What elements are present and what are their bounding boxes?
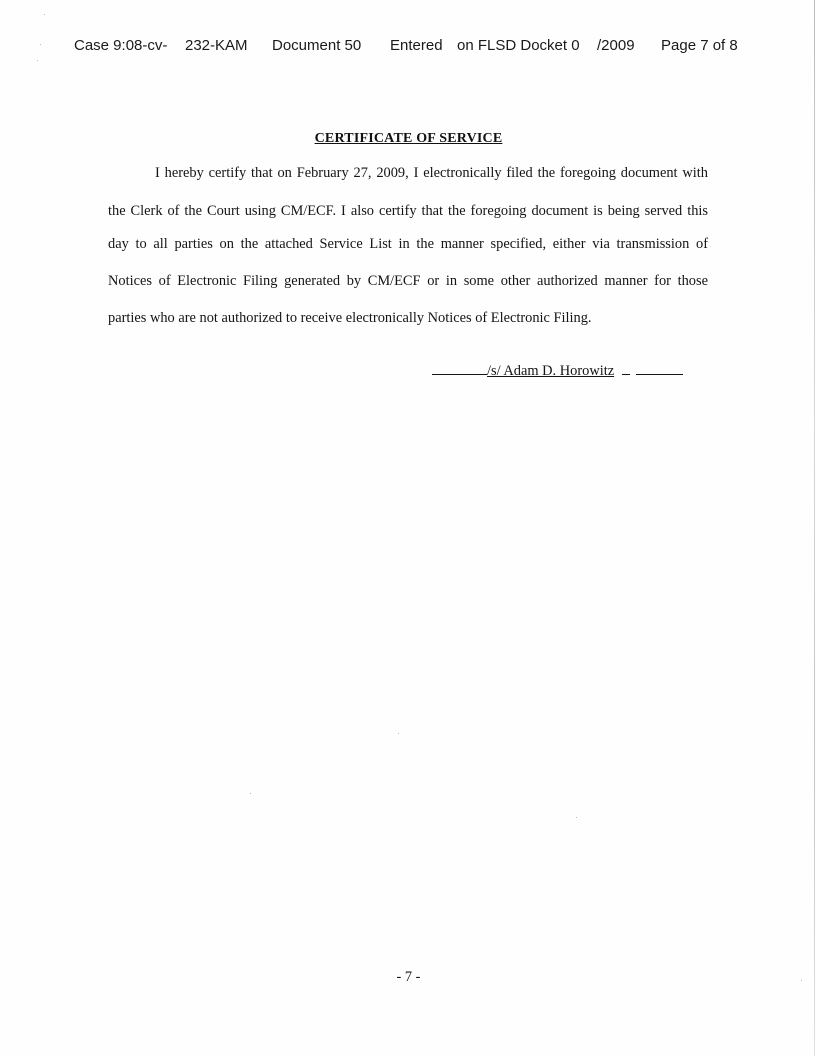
header-case-label: Case 9:08-cv- [74, 37, 168, 54]
certificate-line: day to all parties on the attached Service List in the manner specified, either via transmission of [108, 236, 708, 252]
certificate-line: I hereby certify that on February 27, 2009, I electronically filed the foregoing document with [155, 165, 708, 181]
signature-block [432, 361, 686, 380]
scan-speck [44, 14, 45, 15]
signature-trailing-rule [636, 361, 676, 375]
certificate-line: the Clerk of the Court using CM/ECF. I also certify that the foregoing document is being served this [108, 203, 708, 219]
certificate-line: Notices of Electronic Filing generated by CM/ECF or in some other authorized manner for those [108, 273, 708, 289]
certificate-title: CERTIFICATE OF SERVICE [314, 131, 503, 146]
scan-edge [814, 0, 815, 1056]
scan-speck [250, 793, 251, 794]
signature-gap-rule [622, 361, 630, 375]
signature-leading-rule [432, 361, 487, 375]
scan-speck [801, 980, 802, 981]
header-date: /2009 [597, 37, 635, 54]
signature-text: /s/ Adam D. Horowitz [487, 363, 615, 379]
page-number-footer: - 7 - [396, 969, 421, 985]
scan-speck [398, 733, 399, 734]
header-entered: Entered [390, 37, 443, 54]
scan-speck [576, 817, 577, 818]
header-docket: on FLSD Docket 0 [457, 37, 580, 54]
scan-speck [40, 44, 41, 45]
scan-speck [37, 60, 38, 61]
header-page-count: Page 7 of 8 [661, 37, 738, 54]
signature-end-rule [676, 361, 683, 375]
certificate-line: parties who are not authorized to receive electronically Notices of Electronic Filing. [108, 310, 592, 326]
header-case-number: 232-KAM [185, 37, 248, 54]
header-document-number: Document 50 [272, 37, 362, 54]
court-filing-header [0, 37, 817, 57]
